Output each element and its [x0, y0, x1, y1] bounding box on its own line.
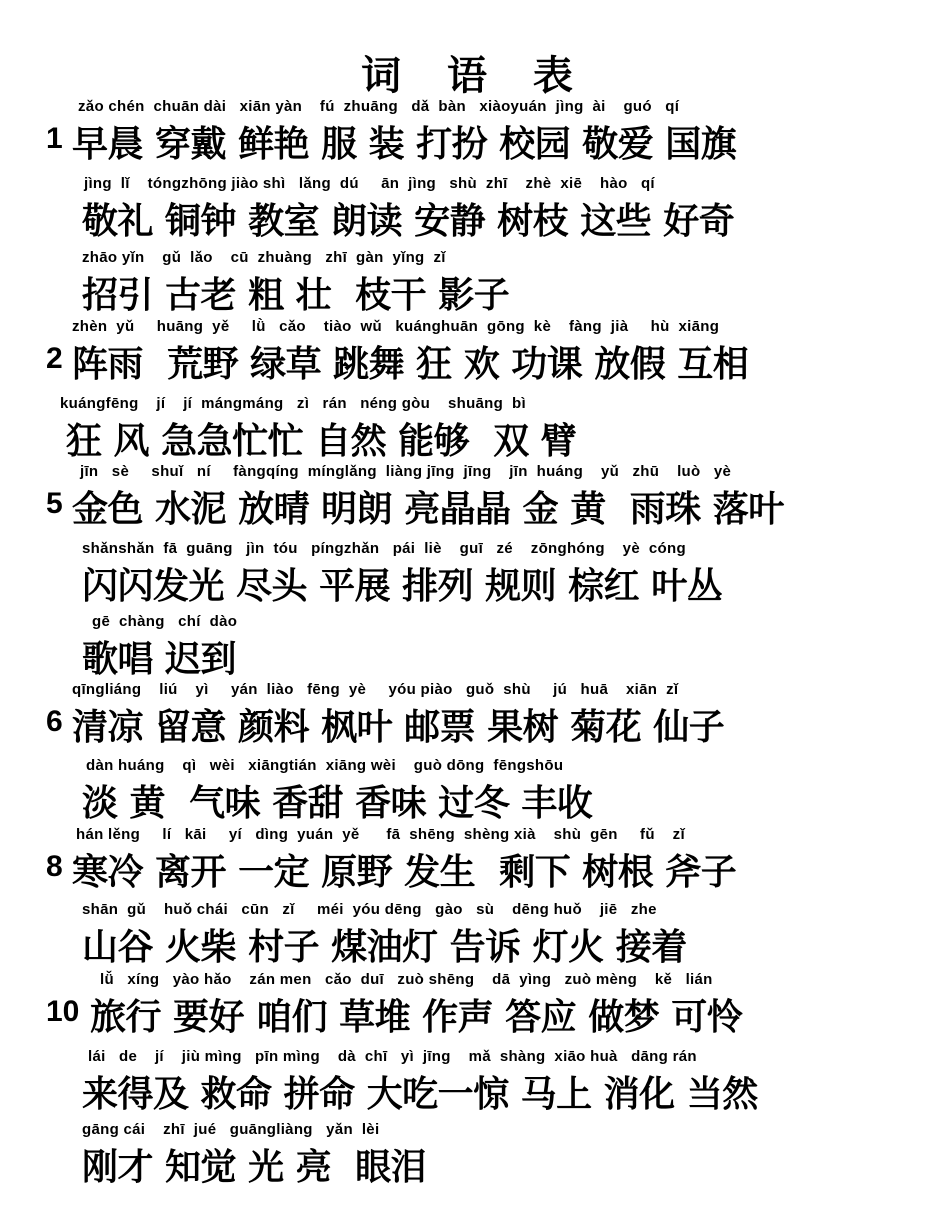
- hanzi-line: 金色 水泥 放晴 明朗 亮晶晶 金 黄 雨珠 落叶: [72, 489, 784, 530]
- hanzi-line: 山谷 火柴 村子 煤油灯 告诉 灯火 接着: [82, 927, 687, 968]
- pinyin-line: lái de jí jiù mìng pīn mìng dà chī yì jīng mǎ shàng xiāo huà dāng rán: [88, 1048, 697, 1065]
- lesson-number: 10: [46, 995, 80, 1028]
- pinyin-line: jīn sè shuǐ ní fàngqíng mínglǎng liàng jīng jīng jīn huáng yǔ zhū luò yè: [80, 463, 732, 480]
- pinyin-line: lǚ xíng yào hǎo zán men cǎo duī zuò shēng dā yìng zuò mèng kě lián: [100, 971, 713, 988]
- lesson-number: 6: [46, 705, 63, 738]
- hanzi-line: 清凉 留意 颜料 枫叶 邮票 果树 菊花 仙子: [72, 707, 725, 748]
- pinyin-line: shǎnshǎn fā guāng jìn tóu píngzhǎn pái liè guī zé zōnghóng yè cóng: [82, 540, 686, 557]
- pinyin-line: kuángfēng jí jí mángmáng zì rán néng gòu shuāng bì: [60, 395, 526, 412]
- pinyin-line: dàn huáng qì wèi xiāngtián xiāng wèi guò dōng fēngshōu: [86, 757, 564, 774]
- hanzi-line: 闪闪发光 尽头 平展 排列 规则 棕红 叶丛: [82, 566, 723, 607]
- hanzi-line: 来得及 救命 拼命 大吃一惊 马上 消化 当然: [82, 1074, 758, 1115]
- pinyin-line: hán lěng lí kāi yí dìng yuán yě fā shēng shèng xià shù gēn fǔ zǐ: [76, 826, 685, 843]
- lesson-number: 5: [46, 487, 63, 520]
- pinyin-line: zhāo yǐn gǔ lǎo cū zhuàng zhī gàn yǐng zǐ: [82, 249, 446, 266]
- pinyin-line: gē chàng chí dào: [92, 613, 238, 630]
- hanzi-line: 阵雨 荒野 绿草 跳舞 狂 欢 功课 放假 互相: [72, 344, 749, 385]
- hanzi-line: 旅行 要好 咱们 草堆 作声 答应 做梦 可怜: [90, 997, 743, 1038]
- hanzi-line: 狂 风 急急忙忙 自然 能够 双 臂: [66, 421, 577, 462]
- hanzi-line: 招引 古老 粗 壮 枝干 影子: [82, 275, 510, 316]
- lesson-number: 8: [46, 850, 63, 883]
- page-title: 词 语 表: [361, 53, 589, 99]
- pinyin-line: zhèn yǔ huāng yě lǜ cǎo tiào wǔ kuánghuān gōng kè fàng jià hù xiāng: [72, 318, 720, 335]
- lesson-number: 1: [46, 122, 63, 155]
- hanzi-line: 歌唱 迟到: [82, 639, 237, 680]
- pinyin-line: jìng lǐ tóngzhōng jiào shì lǎng dú ān jìng shù zhī zhè xiē hào qí: [84, 175, 655, 192]
- hanzi-line: 淡 黄 气味 香甜 香味 过冬 丰收: [82, 783, 593, 824]
- pinyin-line: zǎo chén chuān dài xiān yàn fú zhuāng dǎ bàn xiàoyuán jìng ài guó qí: [78, 98, 680, 115]
- hanzi-line: 寒冷 离开 一定 原野 发生 剩下 树根 斧子: [72, 852, 737, 893]
- pinyin-line: gāng cái zhī jué guāngliàng yǎn lèi: [82, 1121, 380, 1138]
- hanzi-line: 早晨 穿戴 鲜艳 服 装 打扮 校园 敬爱 国旗: [72, 124, 737, 165]
- hanzi-line: 刚才 知觉 光 亮 眼泪: [82, 1147, 427, 1188]
- pinyin-line: shān gǔ huǒ chái cūn zǐ méi yóu dēng gào sù dēng huǒ jiē zhe: [82, 901, 657, 918]
- pinyin-line: qīngliáng liú yì yán liào fēng yè yóu piào guǒ shù jú huā xiān zǐ: [72, 681, 679, 698]
- lesson-number: 2: [46, 342, 63, 375]
- hanzi-line: 敬礼 铜钟 教室 朗读 安静 树枝 这些 好奇: [82, 201, 735, 242]
